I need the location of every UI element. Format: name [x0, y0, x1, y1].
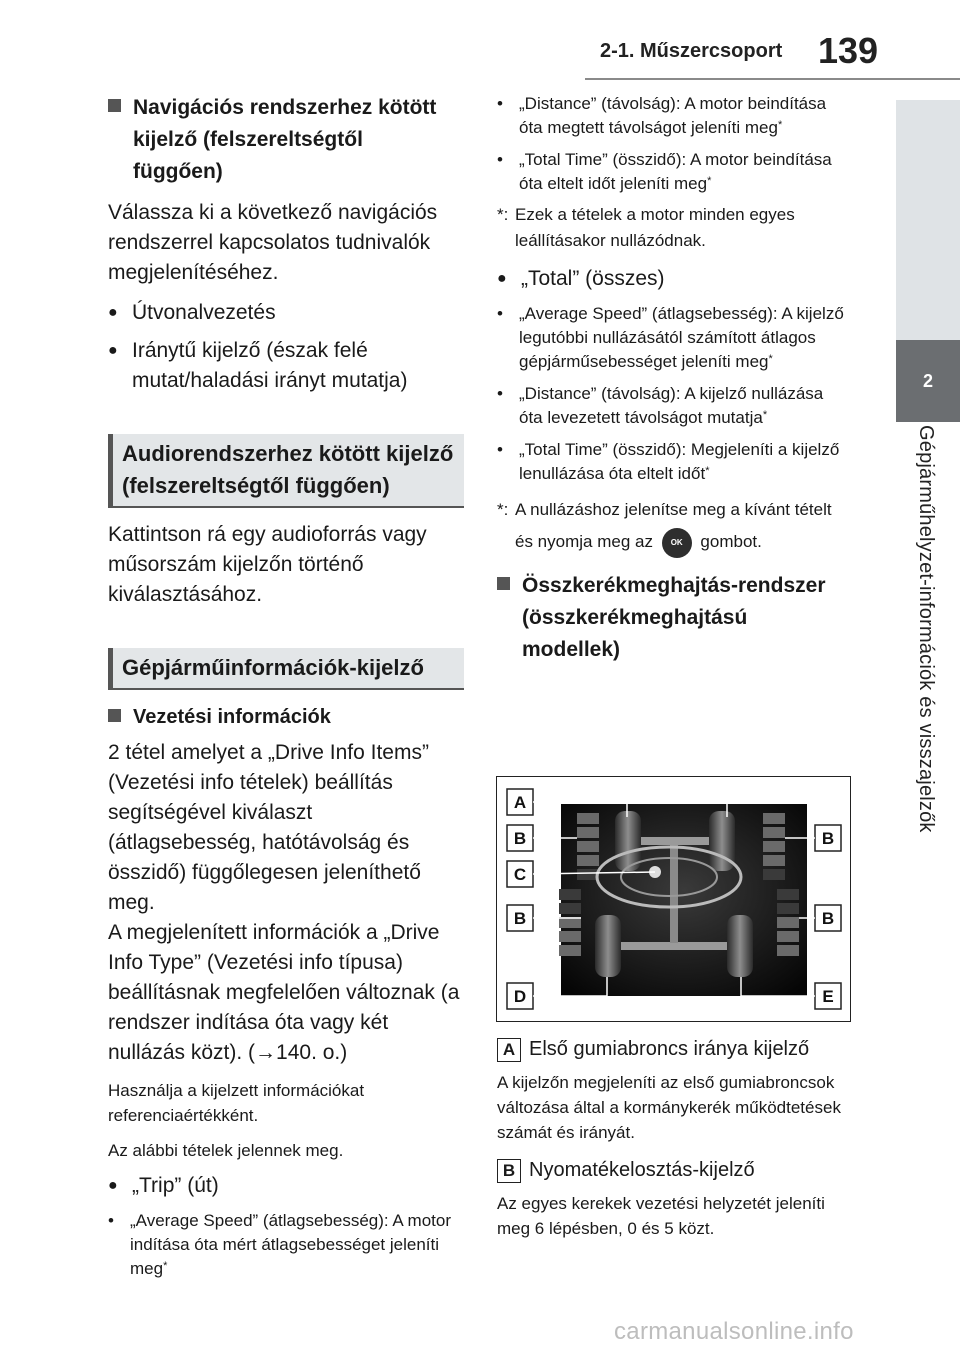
fig-label-b-left-bottom: B — [513, 909, 527, 928]
items-note: Az alábbi tételek jelennek meg. — [108, 1141, 344, 1160]
chapter-title: Gépjárműhelyzet-információk és visszajelzők — [915, 425, 937, 833]
side-tab — [896, 425, 960, 865]
bullet-dot-icon: ● — [497, 270, 507, 287]
sub-bullet-icon: • — [108, 1211, 114, 1230]
drive-shaft — [670, 845, 678, 943]
bullet-text: „Total” (összes) — [521, 267, 665, 290]
nav-bullet-compass — [108, 336, 438, 396]
nav-heading — [108, 92, 458, 188]
left-column — [108, 92, 468, 1281]
footnote-text-end: gombot. — [700, 532, 762, 551]
front-axle — [641, 837, 709, 845]
sub-bullet-icon: • — [497, 150, 503, 169]
sub-item-text: „Distance” (távolság): A kijelző nullázása óta levezetett távolságot mutatja — [519, 384, 824, 427]
fig-label-d: D — [513, 987, 527, 1006]
legend-b — [497, 1155, 857, 1185]
audio-section-header: Audiorendszerhez kötött kijelző (felszereltségtől függően) — [108, 434, 464, 508]
legend-a-text: A kijelzőn megjeleníti az első gumiabroncsok változása által a kormánykerék működtetések számát és irányát. — [497, 1073, 841, 1142]
awd-diagram — [497, 777, 849, 1020]
legend-label-a: A — [497, 1038, 521, 1062]
driving-text-2: A megjelenített információk a „Drive Info Type” (Vezetési info típusa) beállításnak megfelelően változnak (a rendszer indítása óta vagy két nullázás közt). (→140. o.) — [108, 921, 460, 1064]
footnote-label: *: — [497, 500, 509, 519]
rear-left-wheel — [595, 915, 621, 977]
fig-label-e: E — [822, 987, 834, 1006]
footnote-text: Ezek a tételek a motor minden egyes leállításakor nullázódnak. — [515, 205, 795, 250]
total-bullet — [497, 264, 862, 294]
sub-bullet-icon: • — [497, 440, 503, 459]
nav-intro: Válassza ki a következő navigációs rendszerrel kapcsolatos tudnivalók megjelenítéséhez. — [108, 201, 438, 284]
footnote-marker: * — [768, 353, 773, 365]
watermark: carmanualsonline.info — [614, 1318, 854, 1345]
legend-a — [497, 1034, 857, 1064]
driving-heading-text: Vezetési információk — [133, 706, 331, 728]
bullet-text: Iránytű kijelző (észak felé mutat/haladási irányt mutatja) — [132, 339, 408, 392]
right-column — [497, 92, 862, 666]
square-marker-icon — [497, 577, 510, 590]
awd-figure — [496, 776, 851, 1022]
legend-b-text: Az egyes kerekek vezetési helyzetét jeleníti meg 6 lépésben, 0 és 5 közt. — [497, 1194, 825, 1238]
bullet-dot-icon: ● — [108, 304, 118, 321]
bullet-dot-icon: ● — [108, 342, 118, 359]
sub-item-text: „Total Time” (összidő): A motor beindítása óta eltelt időt jeleníti meg — [519, 150, 832, 193]
sub-item-text: „Distance” (távolság): A motor beindítása óta megtett távolságot jeleníti meg — [519, 94, 827, 137]
square-marker-icon — [108, 709, 121, 722]
trip-bullet — [108, 1171, 468, 1201]
reference-note: Használja a kijelzett információkat referenciaértékként. — [108, 1081, 365, 1125]
ok-button-icon: OK — [662, 528, 692, 558]
trip-distance — [497, 92, 847, 140]
awd-heading — [497, 570, 837, 666]
bullet-text: „Trip” (út) — [132, 1174, 219, 1197]
page-number: 139 — [818, 30, 879, 71]
awd-heading-text: Összkerékmeghajtás-rendszer (összkerékmeghajtású modellek) — [522, 574, 826, 661]
legend-a-title: Első gumiabroncs iránya kijelző — [529, 1038, 810, 1060]
sub-item-text: „Total Time” (összidő): Megjeleníti a kijelző lenullázása óta eltelt időt — [519, 440, 840, 483]
footnote-marker: * — [705, 465, 710, 477]
total-time — [497, 438, 847, 486]
chapter-number: 2 — [896, 340, 960, 422]
vehicle-info-section-header: Gépjárműinformációk-kijelző — [108, 648, 464, 690]
nav-heading-text: Navigációs rendszerhez kötött kijelző (felszereltségtől függően) — [133, 96, 437, 183]
fig-label-b-right-top: B — [821, 829, 835, 848]
footnote-marker: * — [762, 409, 768, 421]
sub-item-text: „Average Speed” (átlagsebesség): A motor indítása óta mért átlagsebességet jeleníti meg — [130, 1211, 451, 1278]
fig-label-c: C — [513, 865, 527, 884]
sub-bullet-icon: • — [497, 304, 503, 323]
nav-bullet-route — [108, 298, 468, 328]
sub-bullet-icon: • — [497, 94, 503, 113]
rear-right-wheel — [727, 915, 753, 977]
trip-total-time — [497, 148, 847, 196]
legend-block — [497, 1034, 857, 1241]
square-marker-icon — [108, 99, 121, 112]
legend-label-b: B — [497, 1159, 521, 1183]
footnote-marker: * — [707, 175, 712, 187]
section-title: 2-1. Műszercsoport — [600, 40, 783, 62]
header-rule — [585, 78, 960, 80]
audio-text: Kattintson rá egy audioforrás vagy műsorszám kijelzőn történő kiválasztásához. — [108, 523, 427, 606]
rear-axle — [621, 942, 727, 950]
footnote-marker: * — [163, 1260, 168, 1272]
total-distance — [497, 382, 847, 430]
sub-bullet-icon: • — [497, 384, 503, 403]
total-footnote — [497, 494, 852, 558]
sub-item-text: „Average Speed” (átlagsebesség): A kijelző legutóbbi nullázásától számított átlagos gépjárműsebességet jeleníti meg — [519, 304, 844, 371]
footnote-text: A nullázáshoz jelenítse meg a kívánt tételt és nyomja meg az — [515, 500, 832, 551]
total-average-speed — [497, 302, 847, 374]
bullet-text: Útvonalvezetés — [132, 301, 276, 324]
trip-average-speed — [108, 1209, 453, 1281]
fig-label-b-right-bottom: B — [821, 909, 835, 928]
driving-text: 2 tétel amelyet a „Drive Info Items” (Vezetési info tételek) beállítás segítségével kiválaszt (átlagsebesség, hatótávolság és összidő) függőlegesen jeleníthető meg. — [108, 741, 429, 914]
driving-info-heading — [108, 702, 468, 732]
fig-label-a: A — [513, 793, 527, 812]
trip-footnote — [497, 202, 847, 254]
fig-label-b-left-top: B — [513, 829, 527, 848]
side-tab-top — [896, 100, 960, 340]
legend-b-title: Nyomatékelosztás-kijelző — [529, 1159, 755, 1181]
bullet-dot-icon: ● — [108, 1177, 118, 1194]
footnote-marker: * — [777, 119, 783, 131]
footnote-label: *: — [497, 205, 509, 224]
